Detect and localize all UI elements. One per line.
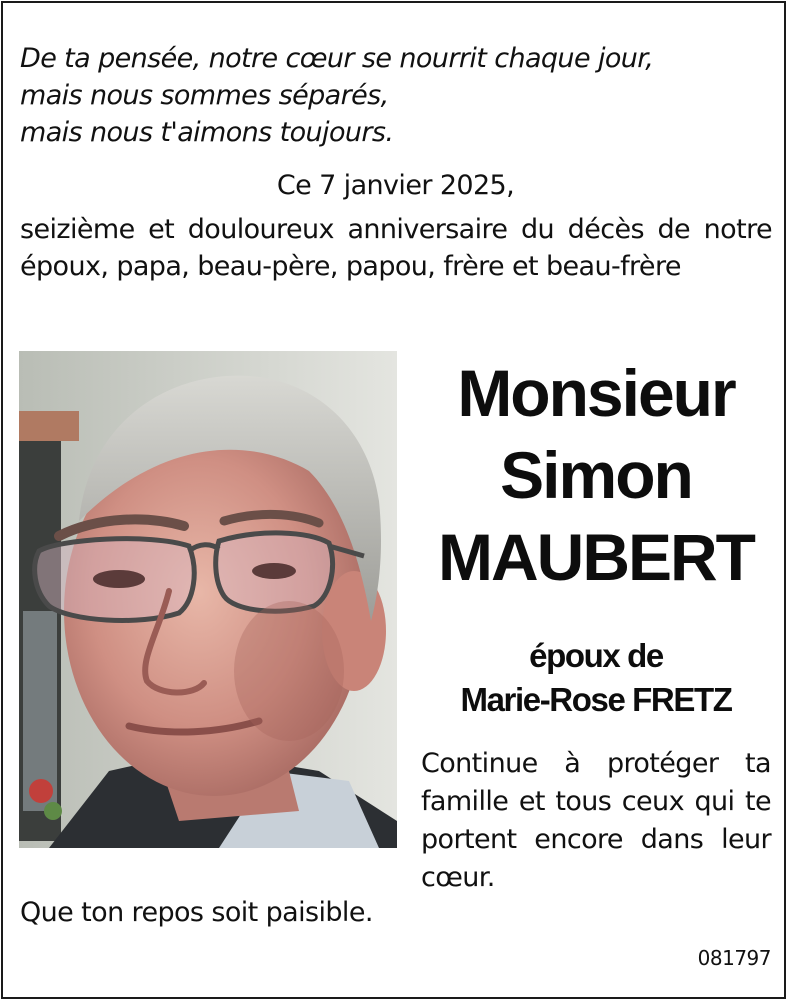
- anniversary-intro: seizième et douloureux anniversaire du décès de notre époux, papa, beau-père, papou, frère et beau-frère: [20, 214, 772, 282]
- poem-verse: [20, 40, 780, 151]
- poem-line: mais nous sommes séparés,: [20, 80, 389, 111]
- remembrance-message: Continue à protéger ta famille et tous ceux qui te portent encore dans leur cœur.: [421, 748, 771, 893]
- closing-line: Que ton repos soit paisible.: [20, 897, 373, 928]
- poem-line: De ta pensée, notre cœur se nourrit chaque jour,: [20, 43, 654, 74]
- reference-number: 081797: [697, 946, 771, 970]
- deceased-name: [410, 352, 782, 598]
- anniversary-date: Ce 7 janvier 2025,: [276, 170, 515, 201]
- deceased-title: Monsieur: [457, 356, 735, 430]
- spouse-label: époux de: [529, 637, 663, 674]
- spouse-block: [410, 634, 782, 722]
- poem-line: mais nous t'aimons toujours.: [20, 117, 394, 148]
- deceased-last-name: MAUBERT: [438, 520, 754, 594]
- portrait-photo: [19, 351, 397, 848]
- spouse-name: Marie-Rose FRETZ: [460, 681, 732, 718]
- deceased-first-name: Simon: [500, 438, 692, 512]
